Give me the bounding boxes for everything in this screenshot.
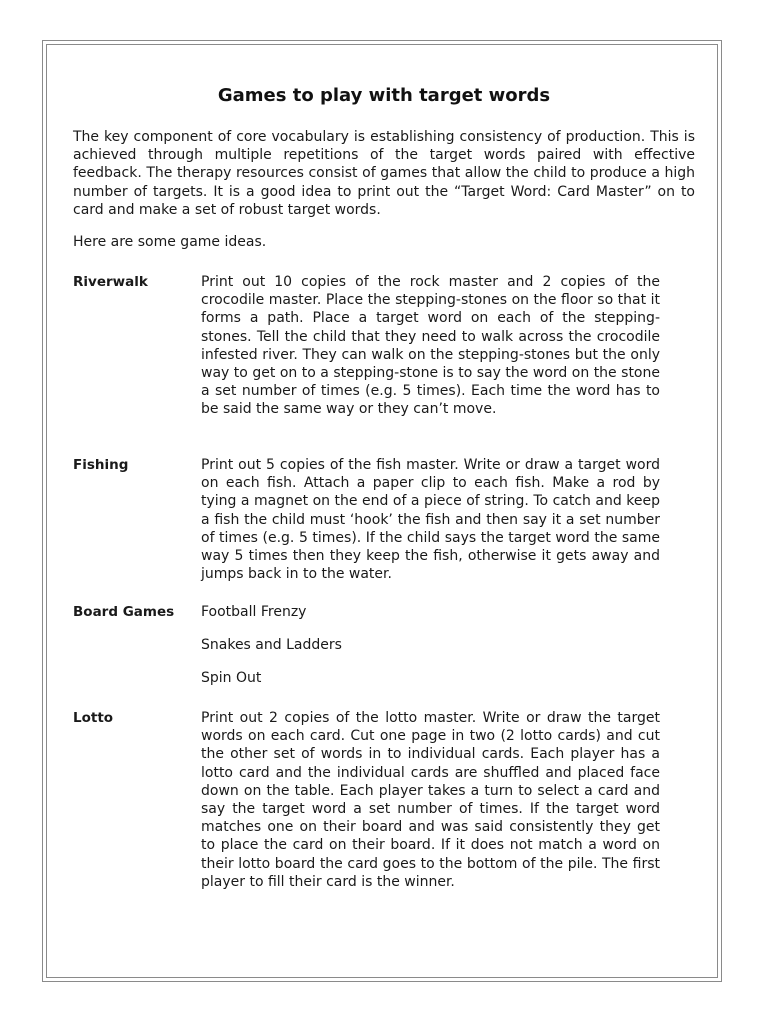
game-label: Riverwalk <box>73 274 148 290</box>
board-game-item: Football Frenzy <box>201 604 307 620</box>
ideas-intro: Here are some game ideas. <box>73 234 267 250</box>
game-label: Board Games <box>73 604 175 620</box>
game-description: Print out 10 copies of the rock master and 2 copies of the crocodile master. Place the stepping-stones on the floor so that it forms a path. Place a target word on each of the stepping-stones. Tell the child that they need to walk across the crocodile infested river. They can walk on the stepping-stones but the only way to get on to a stepping-stone is to say the word on the stone a set number of times (e.g. 5 times). Each time the word has to be said the same way or they can’t move. <box>201 274 660 418</box>
intro-paragraph: The key component of core vocabulary is establishing consistency of production. This is achieved through multiple repetitions of the target words paired with effective feedback. The therapy resources consist of games that allow the child to produce a high number of targets. It is a good idea to print out the “Target Word: Card Master” on to card and make a set of robust target words. <box>73 129 695 218</box>
game-label: Fishing <box>73 457 129 473</box>
game-description: Print out 5 copies of the fish master. Write or draw a target word on each fish. Attach a paper clip to each fish. Make a rod by tying a magnet on the end of a piece of string. To catch and keep a fish the child must ‘hook’ the fish and then say it a set number of times (e.g. 5 times). If the child says the target word the same way 5 times then they keep the fish, otherwise it gets away and jumps back in to the water. <box>201 457 660 583</box>
board-game-item: Spin Out <box>201 670 262 686</box>
game-description: Print out 2 copies of the lotto master. Write or draw the target words on each card. Cut one page in two (2 lotto cards) and cut the other set of words in to individual cards. Each player has a lotto card and the individual cards are shuffled and placed face down on the table. Each player takes a turn to select a card and say the target word a set number of times. If the target word matches one on their board and was said consistently they get to place the card on their board. If it does not match a word on their lotto board the card goes to the bottom of the pile. The first player to fill their card is the winner. <box>201 710 660 890</box>
board-game-item: Snakes and Ladders <box>201 637 342 653</box>
page-title: Games to play with target words <box>217 85 551 106</box>
game-label: Lotto <box>73 710 114 726</box>
